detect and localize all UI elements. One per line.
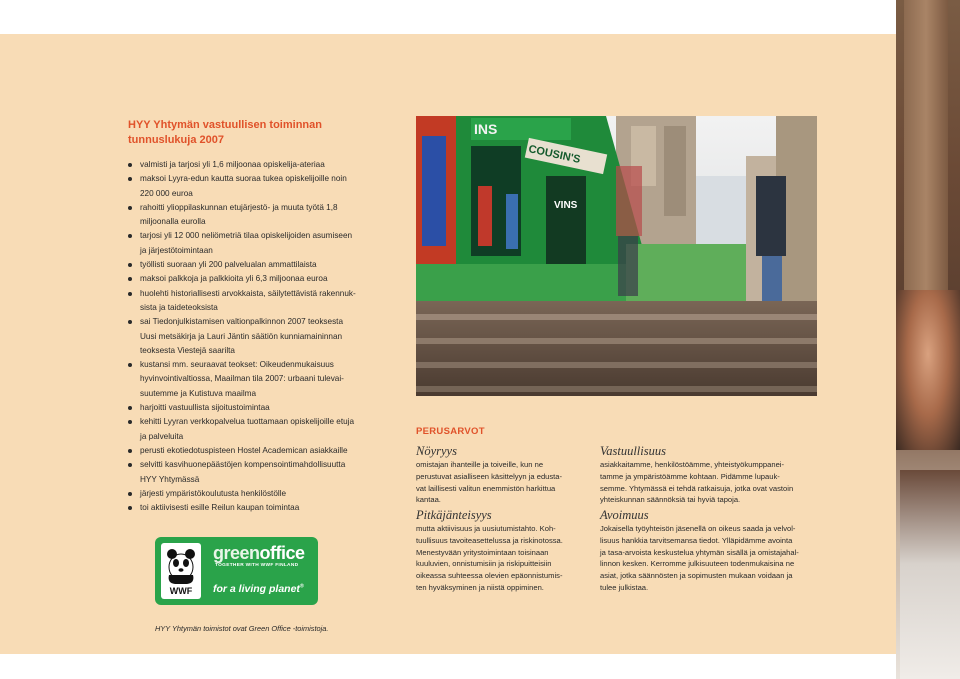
- shop-sign-ins: INS: [474, 121, 498, 137]
- bullet-line: kehitti Lyyran verkkopalvelua tuottamaan opiskelijoille etuja: [140, 417, 355, 427]
- bullet-item: [128, 358, 390, 401]
- heading-line-2: tunnuslukuja 2007: [128, 134, 224, 146]
- bullet-line: harjoitti vastuullista sijoitustoimintaa: [140, 403, 270, 413]
- wwf-panda-icon: [161, 543, 201, 599]
- bullet-line: hyvinvointivaltiossa, Maailman tila 2007: urbaani tulevai-: [140, 374, 344, 384]
- value-text-line: lisuus hankkia tarvitsemansa tiedot. Ylläpidämme avointa: [600, 535, 793, 545]
- bullet-item: [128, 487, 390, 501]
- value-text-line: oikeassa suhteessa olevien epäonnistumis-: [416, 571, 563, 581]
- value-block-noyryys: [416, 444, 584, 506]
- bullet-line: työllisti suoraan yli 200 palvelualan ammattilaista: [140, 260, 317, 270]
- value-text-line: tulee julkistaa.: [600, 582, 649, 592]
- value-heading: Avoimuus: [600, 508, 649, 522]
- value-text-line: ten hyväksyminen ja niistä oppiminen.: [416, 582, 544, 592]
- value-heading: Pitkäjänteisyys: [416, 508, 492, 522]
- value-text-line: kantaa.: [416, 495, 441, 505]
- value-text-line: yhteiskunnan säännöksiä tai hyviä tapoja.: [600, 495, 741, 505]
- green-office-wordmark: greenoffice: [213, 543, 305, 563]
- bullet-line: sista ja taideteoksista: [140, 302, 218, 312]
- bullet-line: järjesti ympäristökoulutusta henkilöstölle: [140, 488, 287, 498]
- bullet-line: ja palveluita: [140, 431, 184, 441]
- bullet-item: [128, 501, 390, 515]
- value-heading: Nöyryys: [416, 444, 457, 458]
- bullet-line: selvitti kasvihuonepäästöjen kompensointimahdollisuutta: [140, 460, 346, 470]
- green-office-logo: [155, 537, 318, 605]
- bullet-line: HYY Yhtymässä: [140, 474, 200, 484]
- bullet-line: valmisti ja tarjosi yli 1,6 miljoonaa opiskelija-ateriaa: [140, 160, 325, 169]
- shop-sign-vins: VINS: [554, 200, 578, 211]
- bullet-line: perusti ekotiedotuspisteen Hostel Academican asiakkaille: [140, 445, 348, 455]
- bullet-item: [128, 315, 390, 358]
- value-text-line: tuullisuus tavoiteasettelussa ja riskinotossa.: [416, 535, 563, 545]
- value-text-line: vat laillisesti valitun enemmistön harkittua: [416, 483, 556, 493]
- bullet-line: 220 000 euroa: [140, 188, 193, 198]
- heading-line-1: HYY Yhtymän vastuullisen toiminnan: [128, 119, 322, 131]
- value-text-line: omistajan ihanteille ja toiveille, kun ne: [416, 460, 544, 469]
- value-text-line: linnon kesken. Kerromme julkisuuteen todenmukaisina ne: [600, 559, 795, 569]
- value-block-vastuullisuus: [600, 444, 822, 506]
- value-text-line: tamme ja ympäristöämme kohtaan. Pidämme lupauk-: [600, 471, 780, 481]
- value-text: [416, 523, 584, 594]
- bullet-item: [128, 287, 390, 316]
- bullet-line: toi aktiivisesti esille Reilun kaupan toimintaa: [140, 503, 300, 513]
- value-text-line: mutta aktiivisuus ja uusiutumistahto. Koh-: [416, 524, 556, 533]
- bullet-item: [128, 401, 390, 415]
- bullet-item: [128, 458, 390, 487]
- value-text: [600, 459, 822, 506]
- value-text-line: kuuluvien, onnistumisiin ja riskipuitteisiin: [416, 559, 552, 569]
- value-text-line: semme. Yhtymässä ei tehdä ratkaisuja, jotka ovat vastoin: [600, 483, 794, 493]
- value-text-line: perustuvat asialliseen käsittelyyn ja edusta-: [416, 471, 563, 481]
- wwf-label: WWF: [169, 586, 193, 596]
- logo-caption: HYY Yhtymän toimistot ovat Green Office -toimistoja.: [155, 624, 329, 633]
- bullet-item: [128, 229, 390, 258]
- value-text-line: ja tasa-arvoista keskustelua yhtymän sisällä ja omistajahal-: [600, 547, 799, 557]
- value-text-line: asiakkaitamme, henkilöstöämme, yhteistyökumppanei-: [600, 460, 785, 469]
- shop-sign-cousins: COUSIN'S: [527, 143, 582, 166]
- value-heading: Vastuullisuus: [600, 444, 666, 458]
- bullet-item: [128, 415, 390, 444]
- street-scene-photo: [416, 116, 817, 396]
- value-text-line: Menestyvään yritystoimintaan toisinaan: [416, 547, 549, 557]
- bullet-line: suutemme ja Kutistuva maailma: [140, 388, 257, 398]
- bullet-line: rahoitti ylioppilaskunnan etujärjestö- ja muuta työtä 1,8: [140, 202, 338, 212]
- bullet-line: kustansi mm. seuraavat teokset: Oikeudenmukaisuus: [140, 360, 334, 370]
- value-text-line: Jokaisella työyhteisön jäsenellä on oikeus saada ja velvol-: [600, 524, 796, 533]
- bullet-line: ja järjestötoimintaan: [140, 245, 213, 255]
- value-block-avoimuus: [600, 508, 822, 594]
- bullet-line: maksoi Lyyra-edun kautta suoraa tukea opiskelijoille noin: [140, 174, 347, 184]
- value-text: [416, 459, 584, 506]
- bullet-item: [128, 158, 390, 172]
- bullet-item: [128, 201, 390, 230]
- bullet-item: [128, 444, 390, 458]
- value-block-pitkajanteisyys: [416, 508, 584, 594]
- value-text: [600, 523, 822, 594]
- bullet-line: tarjosi yli 12 000 neliömetriä tilaa opiskelijoiden asumiseen: [140, 231, 353, 241]
- logo-tagline: for a living planet®: [213, 583, 304, 595]
- value-text-line: asiat, jotka säännösten ja sopimusten mukaan voidaan ja: [600, 571, 793, 581]
- bullet-line: teoksesta Viestejä saarilta: [140, 345, 235, 355]
- bullet-item: [128, 258, 390, 272]
- bullet-line: sai Tiedonjulkistamisen valtionpalkinnon 2007 teoksesta: [140, 317, 343, 327]
- key-figures-list: [128, 158, 390, 515]
- bullet-line: huolehti historiallisesti arvokkaista, säilytettävistä rakennuk-: [140, 288, 356, 298]
- bullet-line: miljoonalla eurolla: [140, 217, 206, 227]
- bullet-line: maksoi palkkoja ja palkkioita yli 6,3 miljoonaa euroa: [140, 274, 328, 284]
- bullet-item: [128, 172, 390, 201]
- side-photo-strip: [896, 0, 960, 679]
- bullet-line: Uusi metsäkirja ja Lauri Jäntin säätiön kunniamaininnan: [140, 331, 343, 341]
- logo-subtitle: TOGETHER WITH WWF FINLAND: [215, 563, 299, 568]
- page-heading: [128, 118, 388, 148]
- values-title: PERUSARVOT: [416, 426, 485, 437]
- bullet-item: [128, 272, 390, 286]
